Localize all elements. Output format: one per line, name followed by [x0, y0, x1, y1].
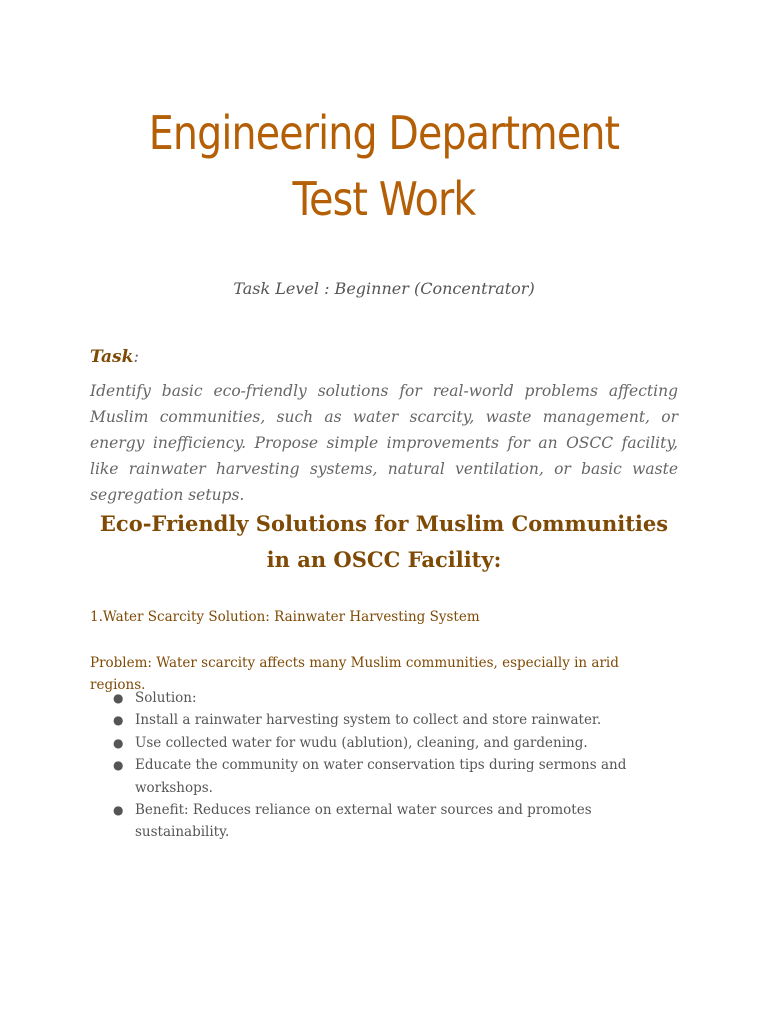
list-item [90, 709, 678, 731]
list-item [90, 687, 678, 709]
bullet-icon: ● [113, 803, 124, 818]
document-title: Engineering Department Test Work [148, 106, 620, 226]
list-item-text: Educate the community on water conservation tips during sermons and workshops. [135, 757, 627, 796]
task-label [90, 345, 139, 369]
task-level: Task Level : Beginner (Concentrator) [233, 279, 535, 298]
bullet-icon: ● [113, 735, 124, 750]
bullet-icon: ● [113, 691, 124, 705]
list-item-text: Install a rainwater harvesting system to collect and store rainwater. [135, 712, 602, 729]
list-item-text: Solution: [135, 690, 197, 706]
list-item [90, 799, 678, 844]
bullet-icon: ● [113, 758, 124, 773]
bullet-icon: ● [113, 713, 124, 728]
problem-statement: Problem: Water scarcity affects many Muslim communities, especially in arid regions. [90, 655, 619, 693]
list-item [90, 754, 678, 799]
item-heading: 1.Water Scarcity Solution: Rainwater Harvesting System [90, 609, 480, 625]
task-label-text: Task [90, 347, 134, 367]
solution-list [90, 687, 678, 844]
task-description: Identify basic eco-friendly solutions for real-world problems affecting Muslim communities, such as water scarcity, waste management, or energy inefficiency. Propose simple improvements for an OSCC facility, like rainwater harvesting systems, natural ventilation, or basic waste segregation setups. [90, 382, 678, 504]
task-label-colon: : [133, 347, 140, 367]
list-item [90, 732, 678, 754]
section-heading: Eco-Friendly Solutions for Muslim Communities in an OSCC Facility: [99, 511, 669, 572]
list-item-text: Benefit: Reduces reliance on external water sources and promotes sustainability. [135, 802, 592, 841]
list-item-text: Use collected water for wudu (ablution), cleaning, and gardening. [135, 734, 588, 751]
